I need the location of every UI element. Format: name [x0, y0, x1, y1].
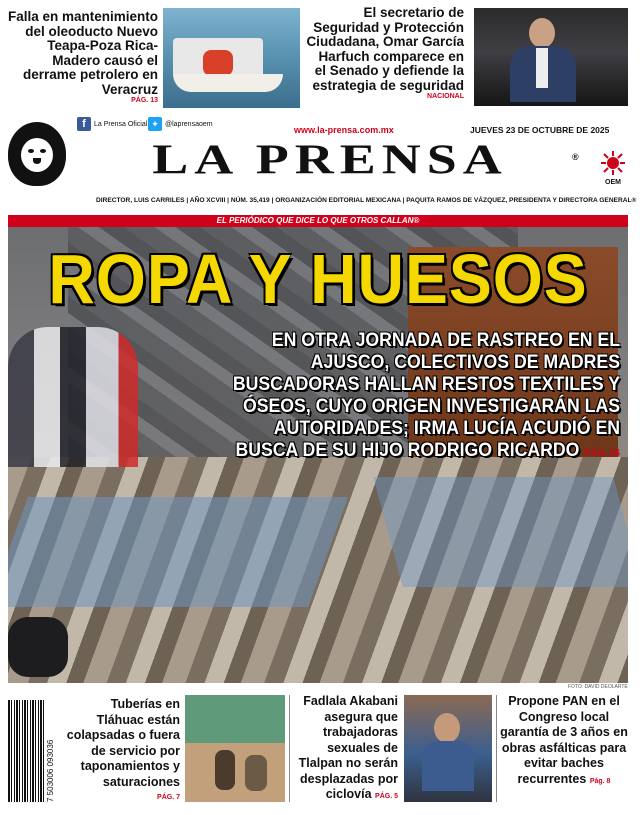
main-photo-credit: FOTO: DAVID DEOLARTE — [568, 684, 628, 690]
bottom-story-1-page: PÁG. 7 — [157, 794, 180, 801]
twitter-handle: @laprensaoem — [165, 120, 213, 128]
oem-logo — [598, 150, 628, 186]
bottom-story-2-text: Fadlala Akabani asegura que trabajadoras sexuales de Tlalpan no serán desplazadas por ciclovía — [298, 694, 398, 801]
facebook-link[interactable] — [77, 117, 147, 131]
main-headline[interactable]: ROPA Y HUESOS — [48, 240, 588, 318]
bottom-story-3-page: Pág. 8 — [589, 777, 611, 785]
teaser-right-photo — [474, 8, 628, 106]
newspaper-title: LA PRENSA — [152, 136, 508, 183]
bottom-story-2-photo — [404, 695, 492, 802]
twitter-icon: ✦ — [148, 117, 162, 131]
facebook-icon: f — [77, 117, 91, 131]
teaser-left-photo — [163, 8, 300, 108]
facebook-handle: La Prensa Oficial — [94, 120, 148, 128]
teaser-right[interactable] — [306, 6, 464, 101]
bottom-story-1[interactable] — [62, 697, 180, 806]
bottom-story-1-text: Tuberías en Tláhuac están colapsadas o fuera de servicio por taponamientos y saturaciones — [66, 697, 180, 789]
main-deck-text: EN OTRA JORNADA DE RASTREO EN EL AJUSCO, COLECTIVOS DE MADRES BUSCADORAS HALLAN RESTOS TEXTILES Y ÓSEOS, CUYO ORIGEN INVESTIGARÁN LAS AUTORIDADES; IRMA LUCÍA ACUDIÓ EN BUSCA DE SU HIJO RODRIGO RICARDO — [232, 330, 621, 461]
bottom-story-1-photo — [185, 695, 285, 802]
bottom-story-3[interactable] — [496, 694, 632, 789]
teaser-right-page: NACIONAL — [427, 93, 464, 101]
staff-credits: DIRECTOR, LUIS CARRILES | AÑO XCVIII | NÚM. 35,419 | ORGANIZACIÓN EDITORIAL MEXICANA | PAQUITA RAMOS DE VÁZQUEZ, PRESIDENTA Y DIRECTORA GENERAL® — [96, 197, 637, 204]
bottom-story-2-page: PÁG. 5 — [375, 793, 398, 800]
column-divider-1 — [289, 695, 290, 802]
website-url[interactable]: www.la-prensa.com.mx — [294, 125, 394, 135]
main-page-ref: PÁG. 26 — [584, 448, 620, 459]
twitter-link[interactable] — [148, 117, 213, 131]
teaser-left-page: PÁG. 13 — [131, 97, 158, 105]
camera-icon — [8, 617, 68, 677]
teaser-right-text: El secretario de Seguridad y Protección Ciudadana, Omar García Harfuch comparece en el Senado y defiende la estrategia de seguridad — [306, 5, 464, 93]
issue-date: JUEVES 23 DE OCTUBRE DE 2025 — [470, 125, 610, 135]
registered-mark: ® — [572, 152, 579, 162]
lion-face-icon — [21, 138, 53, 172]
oem-sun-icon — [598, 150, 628, 176]
bottom-story-3-text: Propone PAN en el Congreso local garantía de 3 años en obras asfálticas para evitar baches recurrentes — [500, 694, 628, 786]
main-deck — [211, 330, 620, 465]
teaser-left-text: Falla en mantenimiento del oleoducto Nuevo Teapa-Poza Rica-Madero causó el derrame petrolero en Veracruz — [7, 9, 158, 97]
teaser-left[interactable] — [6, 10, 158, 105]
slogan-bar: EL PERIÓDICO QUE DICE LO QUE OTROS CALLAN® — [8, 215, 628, 227]
oem-label: OEM — [605, 179, 621, 186]
barcode-number: 7 503006 093036 — [46, 700, 58, 802]
bottom-story-2[interactable] — [292, 694, 398, 805]
